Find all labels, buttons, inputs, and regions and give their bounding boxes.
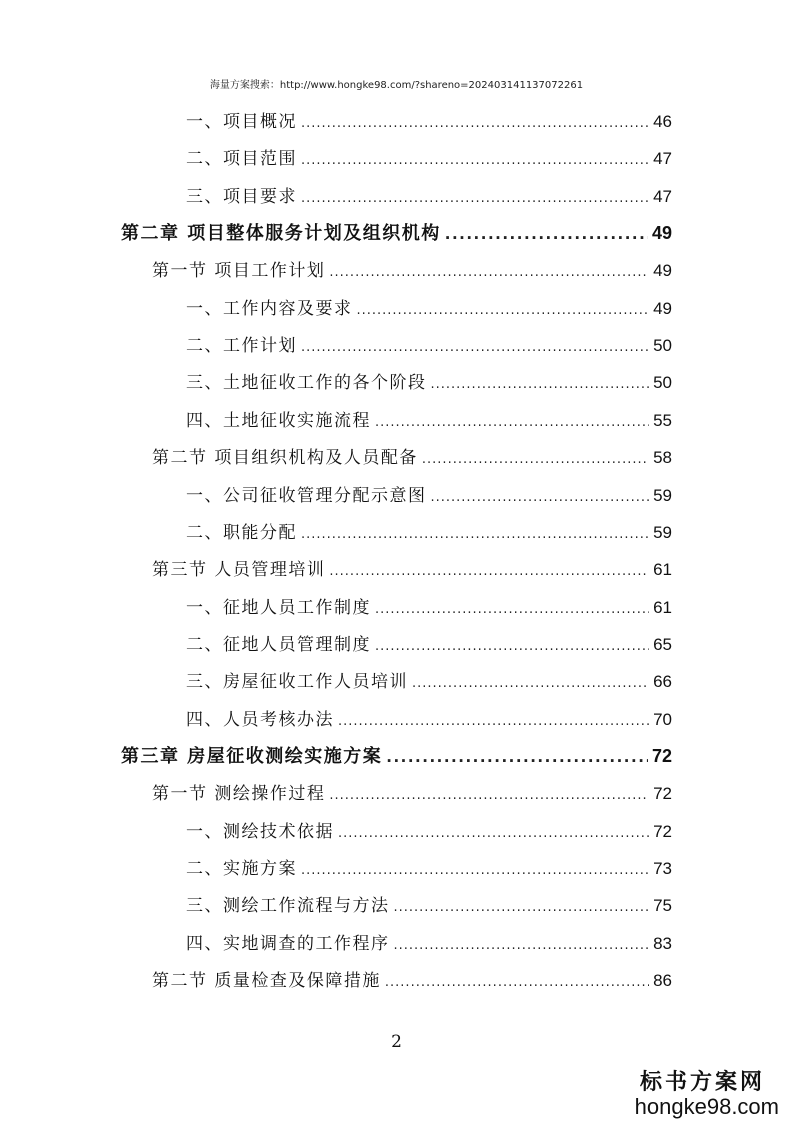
toc-entry-title: 第三章 房屋征收测绘实施方案 <box>121 745 383 767</box>
toc-entry-chapter[interactable] <box>121 219 672 245</box>
toc-entry-page: 55 <box>653 410 672 430</box>
toc-entry-title: 四、人员考核办法 <box>186 709 334 730</box>
toc-entry-page: 86 <box>653 971 672 991</box>
toc-leader-dots <box>338 714 649 729</box>
toc-entry-page: 49 <box>653 298 672 318</box>
page-number: 2 <box>391 1032 402 1052</box>
toc-entry-item[interactable] <box>186 891 672 917</box>
toc-entry-title: 四、实地调查的工作程序 <box>186 933 390 954</box>
toc-entry-page: 47 <box>653 186 672 206</box>
toc-entry-item[interactable] <box>186 705 672 731</box>
toc-leader-dots <box>357 303 650 318</box>
toc-entry-title: 第二节 质量检查及保障措施 <box>152 971 381 992</box>
toc-leader-dots <box>375 639 649 654</box>
toc-entry-title: 一、测绘技术依据 <box>186 821 334 842</box>
toc-leader-dots <box>431 490 650 505</box>
toc-entry-title: 二、项目范围 <box>186 149 297 170</box>
toc-leader-dots <box>301 191 649 206</box>
toc-entry-title: 第二章 项目整体服务计划及组织机构 <box>121 223 441 245</box>
toc-entry-item[interactable] <box>186 481 672 507</box>
toc-entry-page: 61 <box>653 597 672 617</box>
toc-entry-section[interactable] <box>152 443 672 469</box>
toc-entry-item[interactable] <box>186 630 672 656</box>
toc-entry-title: 第一节 测绘操作过程 <box>152 784 326 805</box>
toc-leader-dots <box>394 938 650 953</box>
toc-entry-page: 72 <box>653 821 672 841</box>
toc-entry-page: 83 <box>653 933 672 953</box>
toc-leader-dots <box>385 975 649 990</box>
toc-entry-section[interactable] <box>152 256 672 282</box>
toc-entry-item[interactable] <box>186 929 672 955</box>
toc-entry-title: 二、职能分配 <box>186 522 297 543</box>
toc-entry-page: 59 <box>653 485 672 505</box>
toc-leader-dots <box>329 564 649 579</box>
toc-leader-dots <box>301 153 649 168</box>
toc-leader-dots <box>445 225 648 243</box>
toc-entry-page: 46 <box>653 112 672 131</box>
toc-leader-dots <box>394 900 650 915</box>
toc-entry-page: 50 <box>653 373 672 393</box>
toc-entry-title: 二、工作计划 <box>186 336 297 357</box>
toc-entry-item[interactable] <box>186 368 672 394</box>
toc-entry-title: 四、土地征收实施流程 <box>186 410 371 431</box>
toc-entry-item[interactable] <box>186 331 672 357</box>
toc-entry-item[interactable] <box>186 107 672 133</box>
toc-entry-title: 三、项目要求 <box>186 186 297 207</box>
toc-leader-dots <box>301 527 649 542</box>
toc-entry-page: 75 <box>653 896 672 916</box>
toc-entry-title: 一、征地人员工作制度 <box>186 597 371 618</box>
toc-entry-page: 49 <box>653 261 672 281</box>
toc-entry-item[interactable] <box>186 182 672 208</box>
toc-entry-title: 三、房屋征收工作人员培训 <box>186 672 408 693</box>
toc-entry-title: 第二节 项目组织机构及人员配备 <box>152 448 418 469</box>
toc-entry-item[interactable] <box>186 406 672 432</box>
toc-leader-dots <box>431 377 650 392</box>
toc-entry-item[interactable] <box>186 518 672 544</box>
watermark-logo <box>635 1065 779 1120</box>
toc-entry-page: 70 <box>653 709 672 729</box>
toc-entry-page: 73 <box>653 859 672 878</box>
toc-entry-title: 三、土地征收工作的各个阶段 <box>186 373 427 394</box>
toc-entry-title: 二、征地人员管理制度 <box>186 634 371 655</box>
toc-entry-item[interactable] <box>186 854 672 880</box>
toc-entry-section[interactable] <box>152 966 672 992</box>
toc-entry-title: 二、实施方案 <box>186 859 297 879</box>
toc-entry-page: 47 <box>653 149 672 169</box>
toc-entry-item[interactable] <box>186 667 672 693</box>
toc-entry-section[interactable] <box>152 555 672 581</box>
toc-entry-title: 第一节 项目工作计划 <box>152 261 326 282</box>
toc-entry-page: 49 <box>651 223 672 244</box>
toc-leader-dots <box>386 748 648 766</box>
toc-entry-title: 一、公司征收管理分配示意图 <box>186 485 427 506</box>
toc-entry-title: 第三节 人员管理培训 <box>152 560 326 581</box>
toc-entry-item[interactable] <box>186 294 672 320</box>
toc-leader-dots <box>338 826 649 841</box>
page-header-url[interactable]: 海量方案搜索：http://www.hongke98.com/?shareno=202403141137072261 <box>209 80 584 91</box>
toc-leader-dots <box>422 452 649 467</box>
watermark-cn: 标书方案网 <box>639 1069 765 1095</box>
toc-entry-chapter[interactable] <box>121 742 672 768</box>
toc-entry-page: 59 <box>653 522 672 542</box>
toc-entry-title: 一、工作内容及要求 <box>186 298 353 319</box>
toc-leader-dots <box>375 415 649 430</box>
toc-leader-dots <box>301 116 649 131</box>
toc-entry-title: 三、测绘工作流程与方法 <box>186 896 390 917</box>
toc-leader-dots <box>329 788 649 803</box>
toc-leader-dots <box>301 863 649 878</box>
toc-leader-dots <box>375 602 649 617</box>
toc-entry-item[interactable] <box>186 144 672 170</box>
toc-leader-dots <box>412 676 649 691</box>
toc-entry-page: 58 <box>653 448 672 468</box>
toc-entry-page: 66 <box>653 672 672 692</box>
toc-entry-title: 一、项目概况 <box>186 112 297 132</box>
toc-entry-page: 61 <box>653 560 672 580</box>
watermark-en: hongke98.com <box>634 1094 779 1119</box>
toc-entry-page: 72 <box>653 784 672 804</box>
toc-leader-dots <box>301 340 649 355</box>
toc-entry-item[interactable] <box>186 593 672 619</box>
toc-entry-page: 72 <box>651 745 672 766</box>
toc-entry-page: 50 <box>653 336 672 356</box>
toc-leader-dots <box>329 265 649 280</box>
toc-entry-page: 65 <box>653 634 672 654</box>
toc-entry-item[interactable] <box>186 817 672 843</box>
toc-entry-section[interactable] <box>152 779 672 805</box>
